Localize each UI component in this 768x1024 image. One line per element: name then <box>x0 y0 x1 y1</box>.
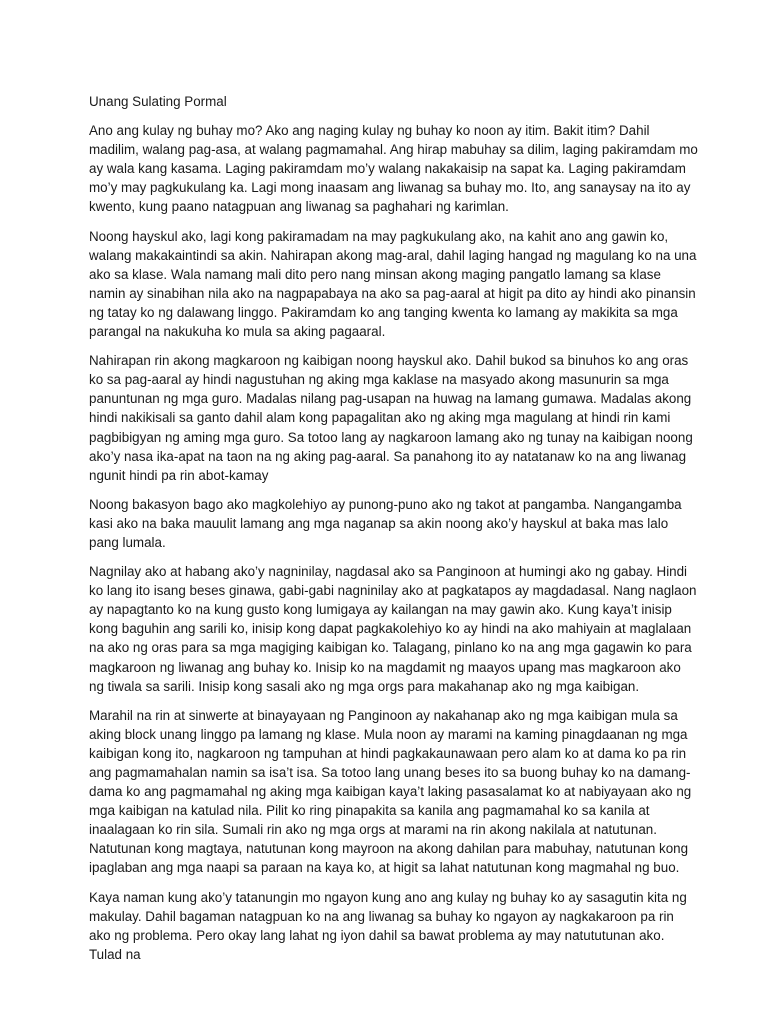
paragraph-6: Marahil na rin at sinwerte at binayayaan ng Panginoon ay nakahanap ako ng mga kaibigan mula sa aking block unang linggo pa lamang ng klase. Mula noon ay marami na kaming pinagdaanan ng mga kaibigan kong ito, nagkaroon ng tampuhan at hindi pagkakaunawaan pero alam ko at dama ko pa rin ang pagmamahalan namin sa isa’t isa. Sa totoo lang unang beses ito sa buong buhay ko na damang-dama ko ang pagmamahal ng aking mga kaibigan kaya’t laking pasasalamat ko at nabiyayaan ako ng mga kaibigan na katulad nila. Pilit ko ring pinapakita sa kanila ang pagmamahal ko sa kanila at inaalagaan ko rin sila. Sumali rin ako ng mga orgs at marami na rin akong nakilala at natutunan. Natutunan kong magtaya, natutunan kong mayroon na akong dahilan para mabuhay, natutunan kong ipaglaban ang mga naapi sa paraan na kaya ko, at higit sa lahat natutunan kong magmahal ng buo. <box>89 707 692 876</box>
paragraph-3: Nahirapan rin akong magkaroon ng kaibigan noong hayskul ako. Dahil bukod sa binuhos ko ang oras ko sa pag-aaral ay hindi nagustuhan ng aking mga kaklase na masyado akong masunurin sa mga panuntunan ng mga guro. Madalas nilang pag-usapan na huwag na lamang gumawa. Madalas akong hindi nakikisali sa ganto dahil alam kong papagalitan ako ng aking mga magulang at hindi rin kami pagbibigyan ng aming mga guro. Sa totoo lang ay nagkaroon lamang ako ng tunay na kaibigan noong ako’y nasa ika-apat na taon na ng aking pag-aaral. Sa panahong ito ay natatanaw ko na ang liwanag ngunit hindi pa rin abot-kamay <box>89 353 693 483</box>
paragraph-2: Noong hayskul ako, lagi kong pakiramadam na may pagkukulang ako, na kahit ano ang gawin ko, walang makakaintindi sa akin. Nahirapan akong mag-aral, dahil laging hangad ng magulang ko na una ako sa klase. Wala namang mali dito pero nang minsan akong maging pangatlo lamang sa klase namin ay sinabihan nila ako na nagpapabaya na ako sa pag-aaral at higit pa dito ay hindi ako pinansin ng tatay ko ng dalawang linggo. Pakiramdam ko ang tanging kwenta ko lamang ay makikita sa mga parangal na nakukuha ko mula sa aking pagaaral. <box>89 228 697 340</box>
paragraph-5: Nagnilay ako at habang ako’y nagninilay, nagdasal ako sa Panginoon at humingi ako ng gabay. Hindi ko lang ito isang beses ginawa, gabi-gabi nagninilay ako at pagkatapos ay magdadasal. Nang naglaon ay napagtanto ko na kung gusto kong lumigaya ay kailangan na may gawin ako. Kung kaya’t inisip kong baguhin ang sarili ko, inisip kong dapat pagkakolehiyo ko ay hindi na ako mahiyain at maglalaan na ako ng oras para sa mga magiging kaibigan ko. Talagang, pinlano ko na ang mga gagawin ko para magkaroon ng liwanag ang buhay ko. Inisip ko na magdamit ng maayos upang mas magkaroon ako ng tiwala sa sarili. Inisip kong sasali ako ng mga orgs para makahanap ako ng mga kaibigan. <box>89 564 697 694</box>
document-body <box>89 92 699 974</box>
paragraph-7: Kaya naman kung ako’y tatanungin mo ngayon kung ano ang kulay ng buhay ko ay sasagutin kita ng makulay. Dahil bagaman natagpuan ko na ang liwanag sa buhay ko ngayon ay nagkakaroon pa rin ako ng problema. Pero okay lang lahat ng iyon dahil sa bawat problema ay may natututunan ako. Tulad na <box>89 889 687 962</box>
document-title: Unang Sulating Pormal <box>89 94 227 109</box>
paragraph-1: Ano ang kulay ng buhay mo? Ako ang naging kulay ng buhay ko noon ay itim. Bakit itim? Dahil madilim, walang pag-asa, at walang pagmamahal. Ang hirap mabuhay sa dilim, laging pakiramdam mo ay wala kang kasama. Laging pakiramdam mo’y walang nakakaisip na sapat ka. Laging pakiramdam mo’y may pagkukulang ka. Lagi mong inaasam ang liwanag sa buhay mo. Ito, ang sanaysay na ito ay kwento, kung paano natagpuan ang liwanag sa paghahari ng karimlan. <box>89 123 698 215</box>
paragraph-4: Noong bakasyon bago ako magkolehiyo ay punong-puno ako ng takot at pangamba. Nangangamba kasi ako na baka mauulit lamang ang mga naganap sa akin noong ako’y hayskul at baka mas lalo pang lumala. <box>89 496 682 550</box>
